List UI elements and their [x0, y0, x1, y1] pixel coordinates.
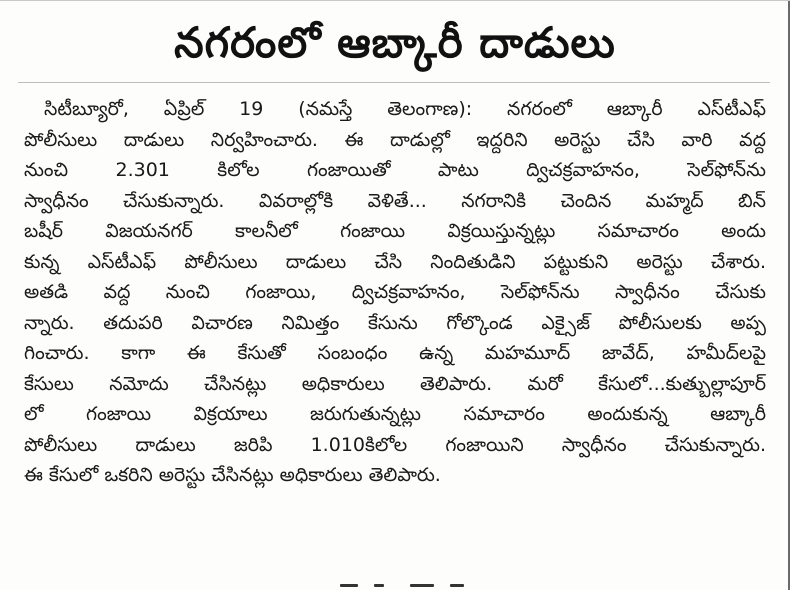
headline-divider — [18, 82, 770, 83]
article-line: స్వాధీనం చేసుకున్నారు. వివరాల్లోకి వెళితే... నగరానికి చెందిన మహ్మద్ బిన్ — [24, 189, 766, 212]
article-line: పోలీసులు దాడులు జరిపి 1.010కిలోల గంజాయిని స్వాధీనం చేసుకున్నారు. — [24, 433, 766, 456]
article-body — [24, 94, 766, 491]
fragment-mark — [410, 584, 434, 587]
article-line: కున్న ఎస్‌టీఎఫ్ పోలీసులు దాడులు చేసి నిందితుడిని పట్టుకుని అరెస్టు చేశారు. — [24, 250, 766, 273]
fragment-mark — [374, 584, 384, 587]
article-line: అతడి వద్ద నుంచి గంజాయి, ద్విచక్రవాహనం, సెల్‌ఫోన్‌ను స్వాధీనం చేసుకు — [24, 281, 766, 303]
fragment-mark — [450, 584, 464, 587]
article-line: నుంచి 2.301 కిలోల గంజాయితో పాటు ద్విచక్రవాహనం, సెల్‌ఫోన్‌ను — [24, 159, 766, 181]
article-line: బషీర్ విజయనగర్ కాలనీలో గంజాయి విక్రయిస్తున్నట్లు సమాచారం అందు — [24, 220, 766, 242]
article-line: ఈ కేసులో ఒకరిని అరెస్టు చేసినట్లు అధికారులు తెలిపారు. — [24, 464, 441, 486]
article-line: సిటీబ్యూరో, ఏప్రిల్ 19 (నమస్తే తెలంగాణ): నగరంలో ఆబ్కారీ ఎస్‌టీఎఫ్ — [44, 98, 766, 120]
article-line: లో గంజాయి విక్రయాలు జరుగుతున్నట్లు సమాచారం అందుకున్న ఆబ్కారీ — [24, 403, 766, 425]
fragment-mark — [340, 584, 358, 587]
cropped-next-article-fragment — [300, 582, 500, 590]
article-line: పోలీసులు దాడులు నిర్వహించారు. ఈ దాడుల్లో ఇద్దరిని అరెస్టు చేసి వారి వద్ద — [24, 128, 766, 151]
article-line: గించారు. కాగా ఈ కేసుతో సంబంధం ఉన్న మహమూద్ జావేద్, హమీద్‌లపై — [24, 342, 766, 364]
headline: నగరంలో ఆబ్కారీ దాడులు — [174, 18, 616, 67]
article-line: న్నారు. తదుపరి విచారణ నిమిత్తం కేసును గోల్కొండ ఎక్సైజ్ పోలీసులకు అప్ప — [24, 311, 766, 334]
article-line: కేసులు నమోదు చేసినట్లు అధికారులు తెలిపారు. మరో కేసులో...కుత్బుల్లాపూర్ — [24, 372, 766, 395]
top-rule — [0, 0, 790, 1]
